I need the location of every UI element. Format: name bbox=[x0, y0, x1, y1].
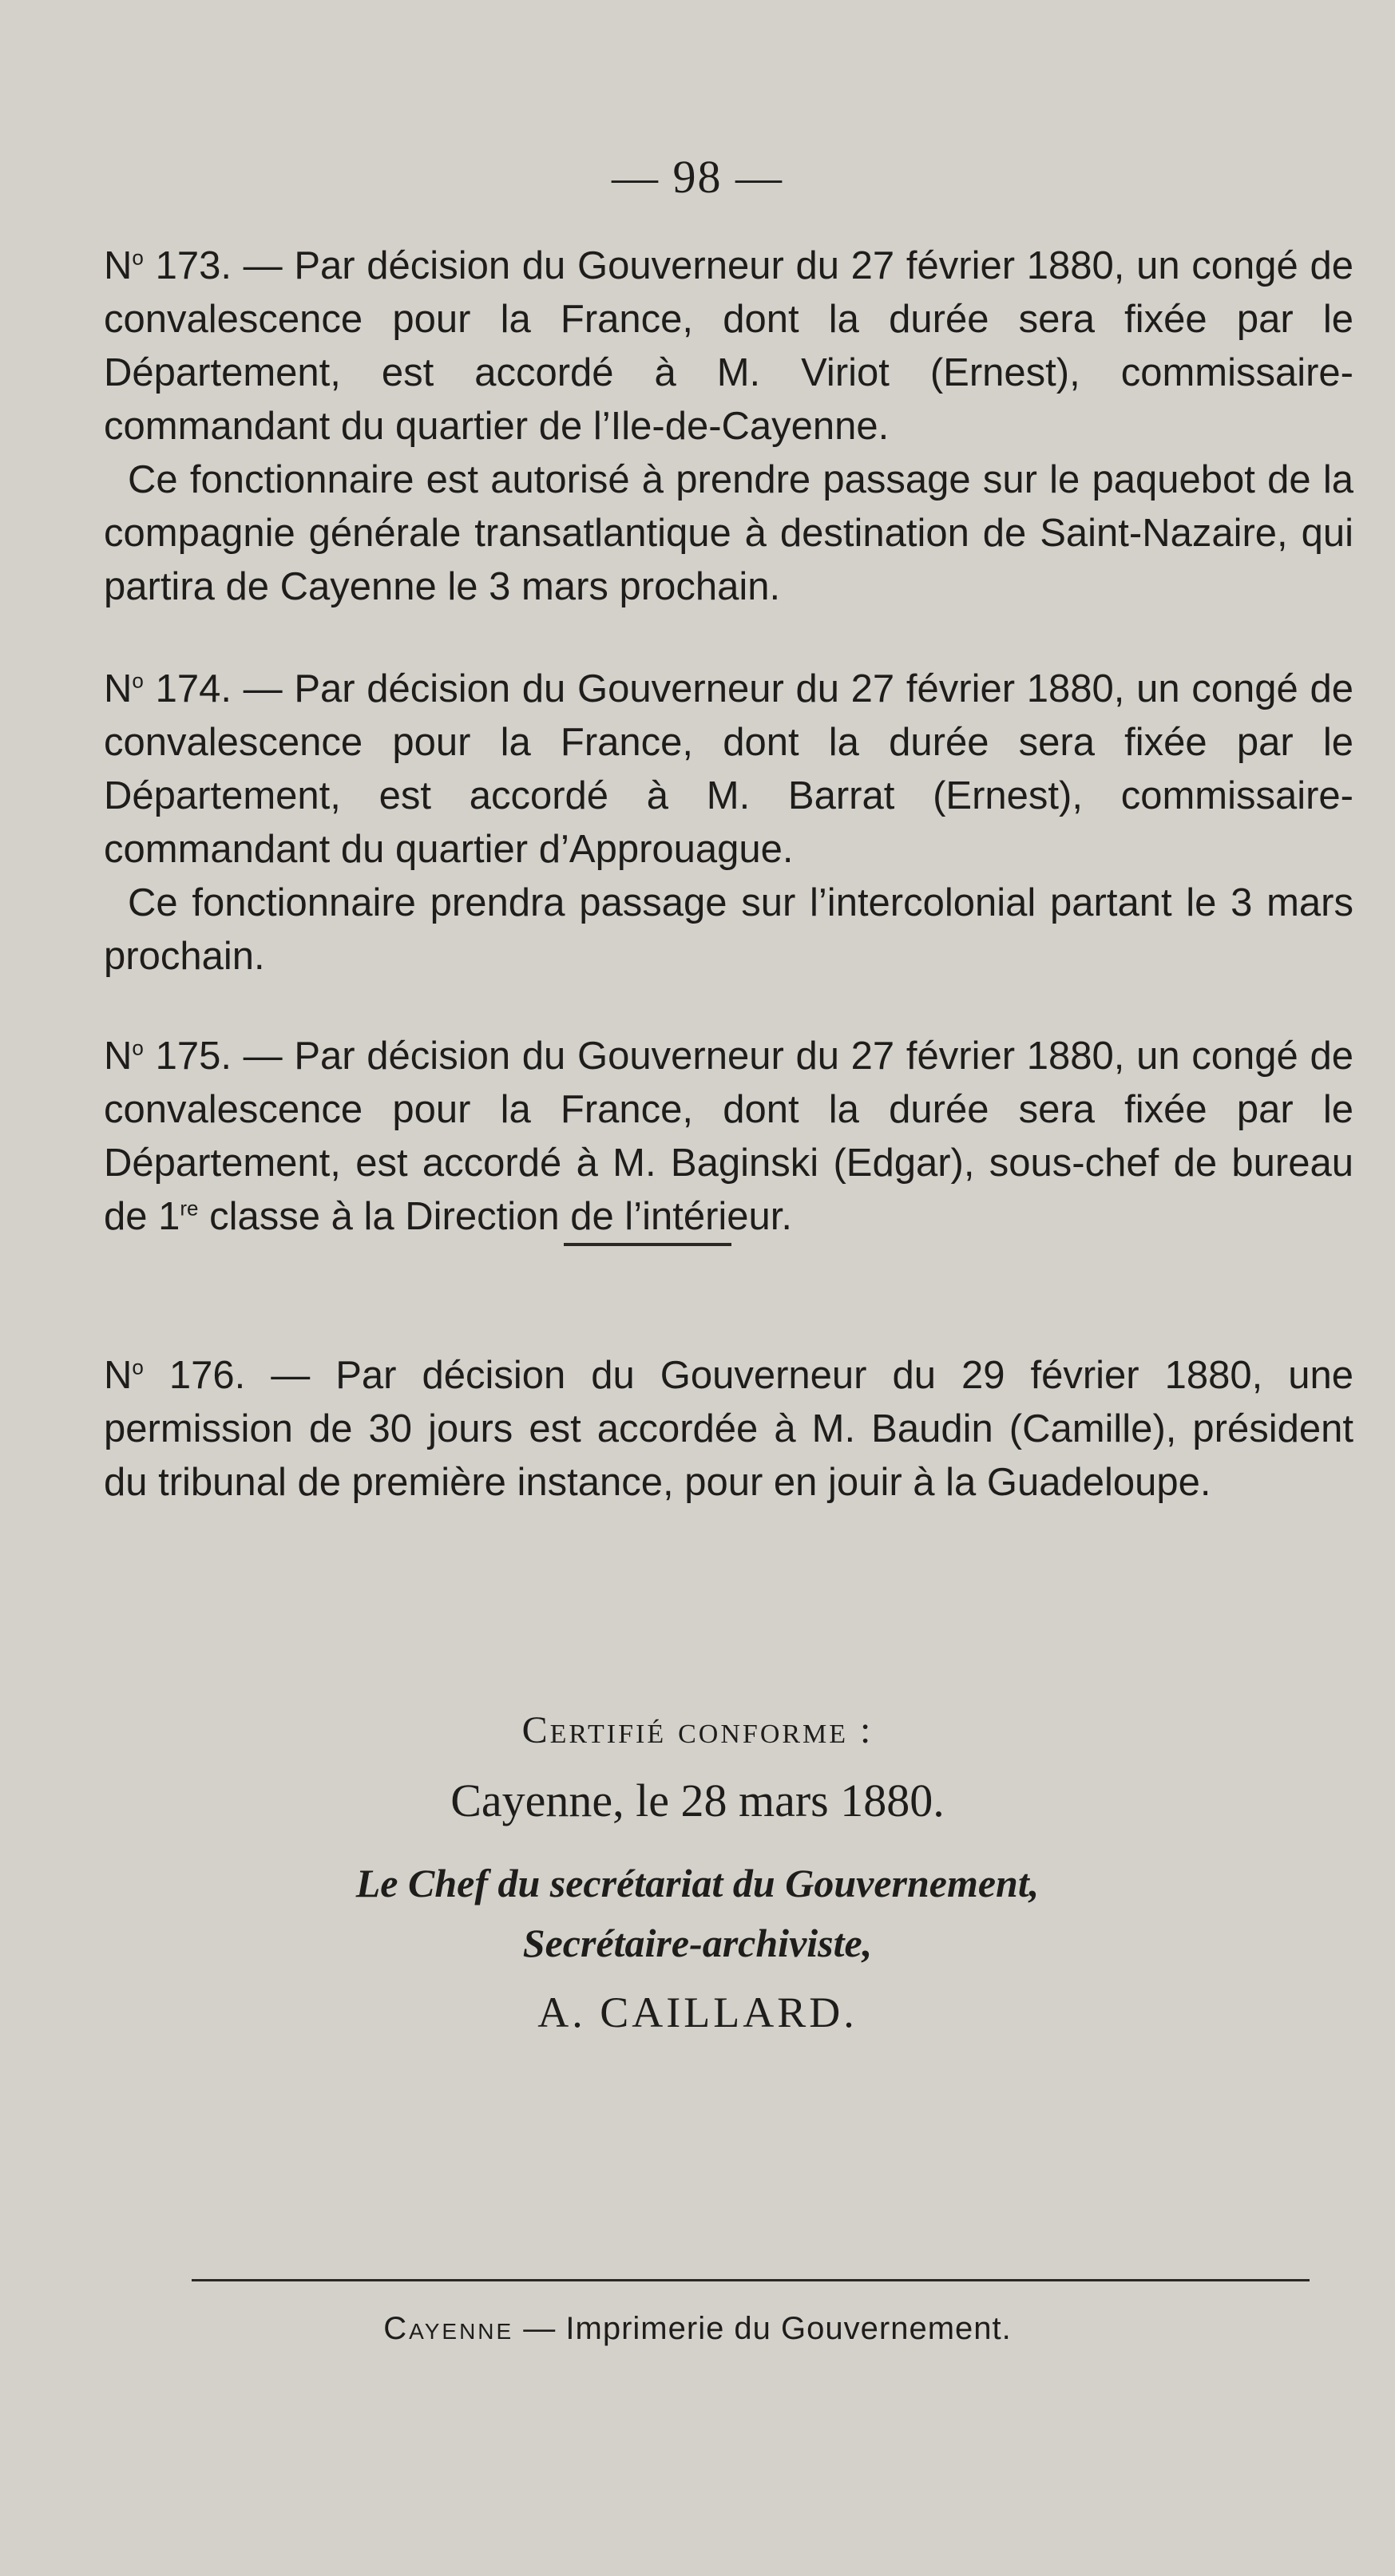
separator-rule bbox=[564, 1243, 731, 1246]
imprint-text: — Imprimerie du Gouvernement. bbox=[513, 2311, 1012, 2346]
imprint-city: Cayenne bbox=[383, 2311, 514, 2346]
printer-imprint bbox=[0, 2311, 1395, 2347]
certified-conforme: Certifié conforme : bbox=[521, 1709, 874, 1751]
place-date: Cayenne, le 28 mars 1880. bbox=[450, 1775, 945, 1826]
entry-paragraph: $N^o$ 173. — Par décision du Gouverneur du 27 février 1880, un congé de convalescence pour la France, dont la durée sera fixée par le Département, est accordé à M. Viriot (Ernest), commissaire-commandant du quartier de l’Ile-de-Cayenne. bbox=[104, 244, 1353, 448]
footer-rule bbox=[192, 2279, 1310, 2281]
signatory-title: Le Chef du secrétariat du Gouvernement, bbox=[355, 1861, 1040, 1905]
entry-paragraph-continued: Ce fonctionnaire prendra passage sur l’intercolonial partant le 3 mars prochain. bbox=[104, 881, 1353, 978]
signatory-role: Secrétaire-archiviste, bbox=[522, 1921, 873, 1965]
signatory-name: A. CAILLARD. bbox=[537, 1988, 858, 2036]
decision-entry-174 bbox=[104, 663, 1353, 983]
decision-entry-175 bbox=[104, 1030, 1353, 1244]
decision-entry-173 bbox=[104, 239, 1353, 614]
entry-paragraph-continued: Ce fonctionnaire est autorisé à prendre passage sur le paquebot de la compagnie générale transatlantique à destination de Saint-Nazaire, qui partira de Cayenne le 3 mars prochain. bbox=[104, 458, 1353, 608]
entry-paragraph: $N^o$ 175. — Par décision du Gouverneur du 27 février 1880, un congé de convalescence pour la France, dont la durée sera fixée par le Département, est accordé à M. Baginski (Edgar), sous-chef de bureau de 1re classe à la Direction de l’intérieur. bbox=[104, 1035, 1353, 1238]
entry-paragraph: $N^o$ 174. — Par décision du Gouverneur du 27 février 1880, un congé de convalescence pour la France, dont la durée sera fixée par le Département, est accordé à M. Barrat (Ernest), commissaire-commandant du quartier d’Approuague. bbox=[104, 667, 1353, 871]
decision-entry-176 bbox=[104, 1349, 1353, 1510]
entry-paragraph: $N^o$ 176. — Par décision du Gouverneur du 29 février 1880, une permission de 30 jours est accordée à M. Baudin (Camille), président du tribunal de première instance, pour en jouir à la Guadeloupe. bbox=[104, 1354, 1353, 1504]
page-number: — 98 — bbox=[612, 151, 783, 203]
